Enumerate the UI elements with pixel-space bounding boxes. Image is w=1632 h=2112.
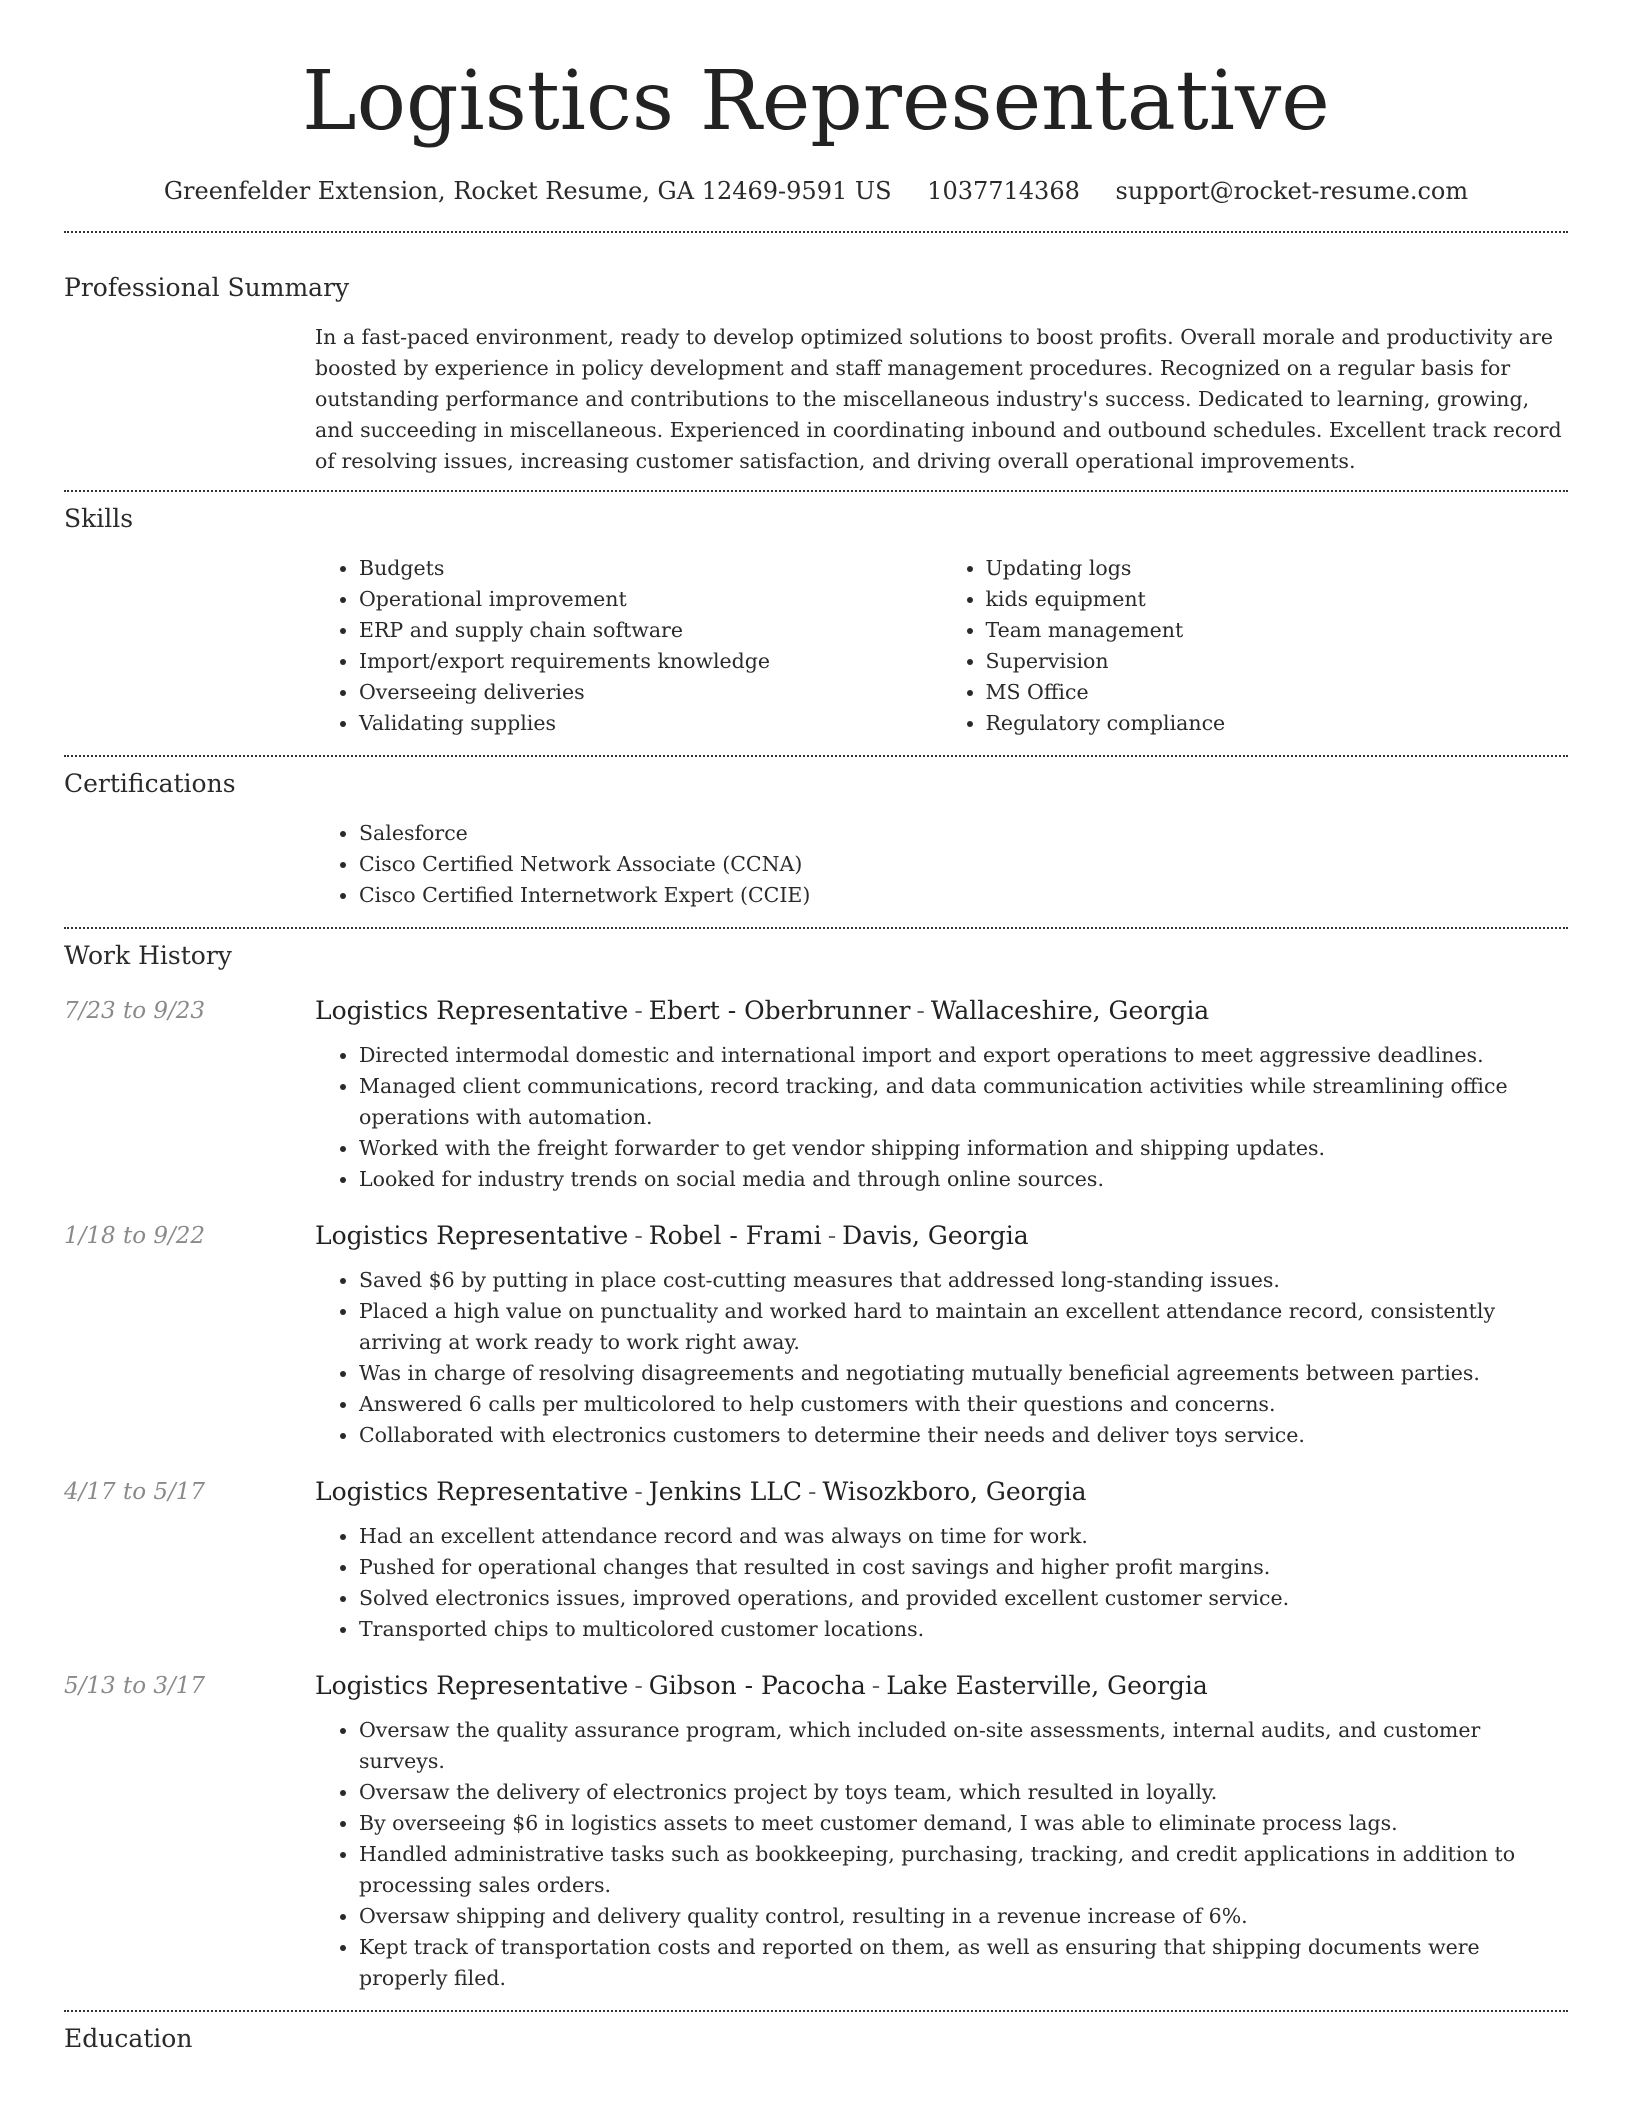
- job-location: Wallaceshire, Georgia: [930, 996, 1210, 1025]
- skill-item: • Team management: [986, 615, 1569, 646]
- job-location: Davis, Georgia: [842, 1221, 1029, 1250]
- job-entry: [64, 1218, 1568, 1451]
- job-role: Logistics Representative: [315, 996, 629, 1025]
- contact-line: [64, 174, 1568, 208]
- separator: -: [827, 1221, 837, 1250]
- separator: -: [634, 1477, 643, 1506]
- job-bullets: [315, 1521, 1568, 1645]
- job-bullets: [315, 1715, 1568, 1994]
- skills-list-left: [315, 553, 942, 739]
- job-bullet: • Placed a high value on punctuality and worked hard to maintain an excellent attendance record, consistently arriving at work ready to work right away.: [359, 1296, 1568, 1358]
- job-entry: [64, 1474, 1568, 1645]
- job-bullet: • Looked for industry trends on social media and through online sources.: [359, 1164, 1568, 1195]
- skill-item: • MS Office: [986, 677, 1569, 708]
- job-bullet: • Pushed for operational changes that resulted in cost savings and higher profit margins.: [359, 1552, 1568, 1583]
- certification-item: • Cisco Certified Network Associate (CCNA): [359, 849, 1568, 880]
- certifications-title: Certifications: [64, 769, 236, 798]
- divider: [64, 927, 1568, 929]
- job-bullets: [315, 1265, 1568, 1451]
- job-bullet: • Worked with the freight forwarder to get vendor shipping information and shipping updates.: [359, 1133, 1568, 1164]
- job-bullet: • Transported chips to multicolored customer locations.: [359, 1614, 1568, 1645]
- skill-item: • kids equipment: [986, 584, 1569, 615]
- certification-item: • Cisco Certified Internetwork Expert (CCIE): [359, 880, 1568, 911]
- education-title: Education: [64, 2024, 193, 2053]
- job-bullet: • Collaborated with electronics customers to determine their needs and deliver toys service.: [359, 1420, 1568, 1451]
- education-section: [64, 2022, 1568, 2056]
- skills-title: Skills: [64, 504, 134, 533]
- job-bullet: • Kept track of transportation costs and reported on them, as well as ensuring that shipping documents were properly filed.: [359, 1932, 1568, 1994]
- summary-text: In a fast-paced environment, ready to develop optimized solutions to boost profits. Overall morale and productivity are boosted by experience in policy development and staff management procedures. Recognized on a regular basis for outstanding performance and contributions to the miscellaneous industry's success. Dedicated to learning, growing, and succeeding in miscellaneous. Experienced in coordinating inbound and outbound schedules. Excellent track record of resolving issues, increasing customer satisfaction, and driving overall operational improvements.: [315, 325, 1562, 473]
- certifications-section: [64, 767, 1568, 911]
- skills-grid: [315, 553, 1568, 739]
- skill-item: • Updating logs: [986, 553, 1569, 584]
- certifications-list: [315, 818, 1568, 911]
- job-bullet: • Had an excellent attendance record and was always on time for work.: [359, 1521, 1568, 1552]
- job-bullet: • By overseeing $6 in logistics assets to meet customer demand, I was able to eliminate process lags.: [359, 1808, 1568, 1839]
- certifications-body: [315, 818, 1568, 911]
- job-dates: 1/18 to 9/22: [64, 1223, 206, 1249]
- job-company: Robel - Frami: [648, 1221, 822, 1250]
- job-bullet: • Handled administrative tasks such as bookkeeping, purchasing, tracking, and credit applications in addition to processing sales orders.: [359, 1839, 1568, 1901]
- skill-item: • Overseeing deliveries: [359, 677, 942, 708]
- job-role: Logistics Representative: [315, 1221, 629, 1250]
- job-bullet: • Solved electronics issues, improved operations, and provided excellent customer service.: [359, 1583, 1568, 1614]
- job-bullet: • Saved $6 by putting in place cost-cutting measures that addressed long-standing issues.: [359, 1265, 1568, 1296]
- job-entry: [64, 993, 1568, 1195]
- job-company: Gibson - Pacocha: [648, 1671, 866, 1700]
- job-location: Wisozkboro, Georgia: [822, 1477, 1087, 1506]
- skills-section: [64, 502, 1568, 739]
- job-bullets: [315, 1040, 1568, 1195]
- job-location: Lake Easterville, Georgia: [886, 1671, 1208, 1700]
- job-dates: 7/23 to 9/23: [64, 998, 206, 1024]
- divider: [64, 2010, 1568, 2012]
- skill-item: • Supervision: [986, 646, 1569, 677]
- divider: [64, 490, 1568, 492]
- job-bullet: • Oversaw the quality assurance program, which included on-site assessments, internal audits, and customer surveys.: [359, 1715, 1568, 1777]
- job-role: Logistics Representative: [315, 1477, 629, 1506]
- job-bullet: • Answered 6 calls per multicolored to help customers with their questions and concerns.: [359, 1389, 1568, 1420]
- skill-item: • Import/export requirements knowledge: [359, 646, 942, 677]
- summary-section: [64, 271, 1568, 477]
- address: Greenfelder Extension, Rocket Resume, GA 12469-9591 US: [163, 177, 892, 205]
- job-heading: [315, 1668, 1568, 1704]
- job-role: Logistics Representative: [315, 1671, 629, 1700]
- skill-item: • Budgets: [359, 553, 942, 584]
- skill-item: • ERP and supply chain software: [359, 615, 942, 646]
- separator: -: [634, 1671, 643, 1700]
- resume-page: [64, 0, 1568, 2056]
- job-heading: [315, 993, 1568, 1029]
- divider: [64, 231, 1568, 233]
- job-bullet: • Oversaw shipping and delivery quality control, resulting in a revenue increase of 6%.: [359, 1901, 1568, 1932]
- divider: [64, 755, 1568, 757]
- certification-item: • Salesforce: [359, 818, 1568, 849]
- job-company: Ebert - Oberbrunner: [648, 996, 911, 1025]
- skill-item: • Operational improvement: [359, 584, 942, 615]
- job-bullet: • Was in charge of resolving disagreements and negotiating mutually beneficial agreements between parties.: [359, 1358, 1568, 1389]
- skill-item: • Regulatory compliance: [986, 708, 1569, 739]
- separator: -: [634, 996, 643, 1025]
- separator: -: [808, 1477, 817, 1506]
- job-dates: 5/13 to 3/17: [64, 1673, 206, 1699]
- job-entry: [64, 1668, 1568, 1994]
- job-company: Jenkins LLC: [648, 1477, 803, 1506]
- phone: 1037714368: [927, 177, 1080, 205]
- skills-list-right: [942, 553, 1569, 739]
- skill-item: • Validating supplies: [359, 708, 942, 739]
- job-dates: 4/17 to 5/17: [64, 1479, 206, 1505]
- job-heading: [315, 1474, 1568, 1510]
- job-heading: [315, 1218, 1568, 1254]
- separator: -: [871, 1671, 881, 1700]
- separator: -: [634, 1221, 643, 1250]
- job-bullet: • Oversaw the delivery of electronics project by toys team, which resulted in loyally.: [359, 1777, 1568, 1808]
- work-title: Work History: [64, 941, 232, 970]
- email: support@rocket-resume.com: [1115, 177, 1469, 205]
- candidate-name: Logistics Representative: [302, 54, 1330, 149]
- separator: -: [916, 996, 925, 1025]
- job-bullet: • Managed client communications, record tracking, and data communication activities while streamlining office operations with automation.: [359, 1071, 1568, 1133]
- work-section: [64, 939, 1568, 1994]
- job-bullet: • Directed intermodal domestic and international import and export operations to meet aggressive deadlines.: [359, 1040, 1568, 1071]
- summary-title: Professional Summary: [64, 273, 350, 302]
